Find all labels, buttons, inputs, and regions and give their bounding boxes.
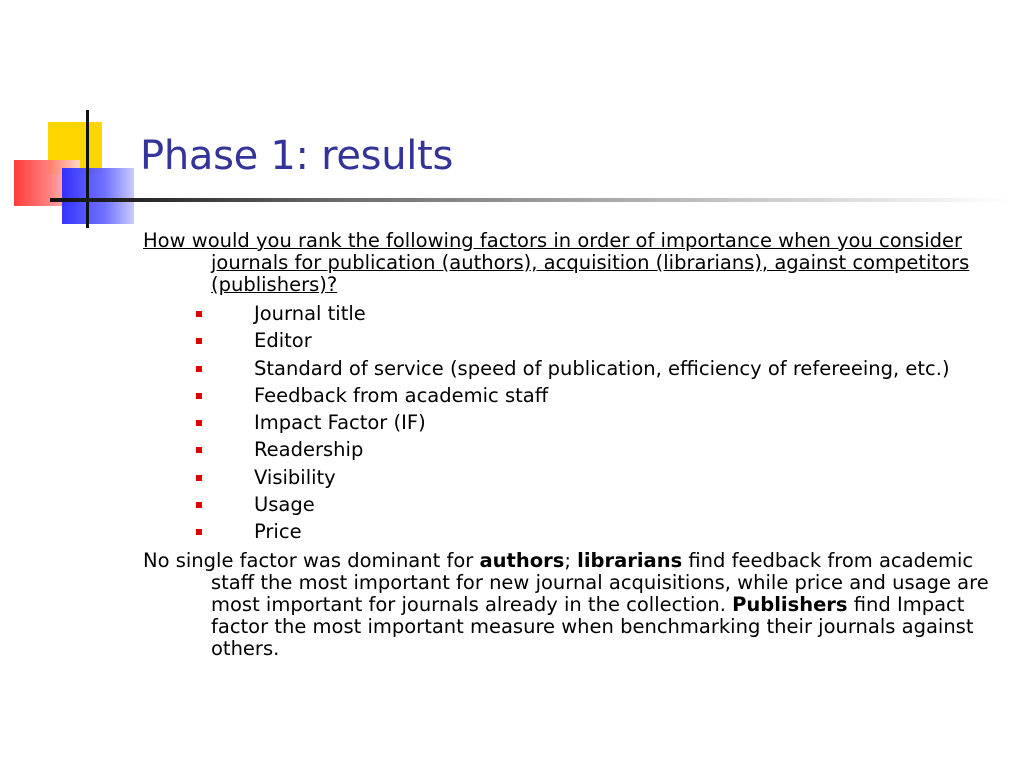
decorative-logo-block bbox=[0, 0, 140, 240]
bullet-icon bbox=[196, 502, 202, 508]
summary-text-1: No single factor was dominant for bbox=[143, 548, 480, 572]
summary-text-2: find feedback from academic staff the most important for new journal acquisitions, while price and usage are most important for journals already in the collection. bbox=[211, 548, 989, 616]
summary-text-3: find Impact factor the most important measure when benchmarking their journals against others. bbox=[211, 592, 974, 660]
list-item bbox=[143, 355, 993, 382]
bullet-icon bbox=[196, 338, 202, 344]
factor-label: Usage bbox=[254, 493, 315, 517]
summary-separator: ; bbox=[564, 548, 578, 572]
list-item bbox=[143, 518, 993, 545]
factor-label: Feedback from academic staff bbox=[254, 383, 549, 407]
bullet-icon bbox=[196, 420, 202, 426]
bullet-icon bbox=[196, 366, 202, 372]
list-item bbox=[143, 491, 993, 518]
factor-label: Journal title bbox=[254, 302, 366, 325]
list-item bbox=[143, 436, 993, 463]
list-item bbox=[143, 327, 993, 354]
factor-label: Readership bbox=[254, 438, 364, 462]
slide-body bbox=[143, 230, 993, 660]
publishers-emphasis: Publishers bbox=[732, 592, 848, 616]
bullet-icon bbox=[196, 447, 202, 453]
list-item bbox=[143, 300, 993, 327]
vertical-line-decoration bbox=[86, 110, 89, 228]
authors-emphasis: authors bbox=[479, 548, 565, 572]
blue-square-decoration bbox=[62, 168, 134, 224]
bullet-icon bbox=[196, 475, 202, 481]
factor-label: Impact Factor (IF) bbox=[254, 411, 426, 435]
factor-label: Editor bbox=[254, 329, 312, 353]
factor-label: Standard of service (speed of publication, efficiency of refereeing, etc.) bbox=[254, 356, 950, 380]
list-item bbox=[143, 464, 993, 491]
librarians-emphasis: librarians bbox=[577, 548, 683, 572]
factor-list bbox=[143, 300, 993, 546]
factor-label: Visibility bbox=[254, 465, 336, 489]
results-summary bbox=[143, 550, 993, 660]
title-underline-rule bbox=[50, 198, 1010, 202]
bullet-icon bbox=[196, 529, 202, 535]
bullet-icon bbox=[196, 393, 202, 399]
slide-title: Phase 1: results bbox=[140, 133, 453, 179]
factor-label: Price bbox=[254, 520, 302, 544]
list-item bbox=[143, 382, 993, 409]
survey-question: How would you rank the following factors in order of importance when you consider journals for publication (authors), acquisition (librarians), against competitors (publishers)? bbox=[143, 229, 970, 296]
list-item bbox=[143, 409, 993, 436]
bullet-icon bbox=[196, 311, 202, 317]
